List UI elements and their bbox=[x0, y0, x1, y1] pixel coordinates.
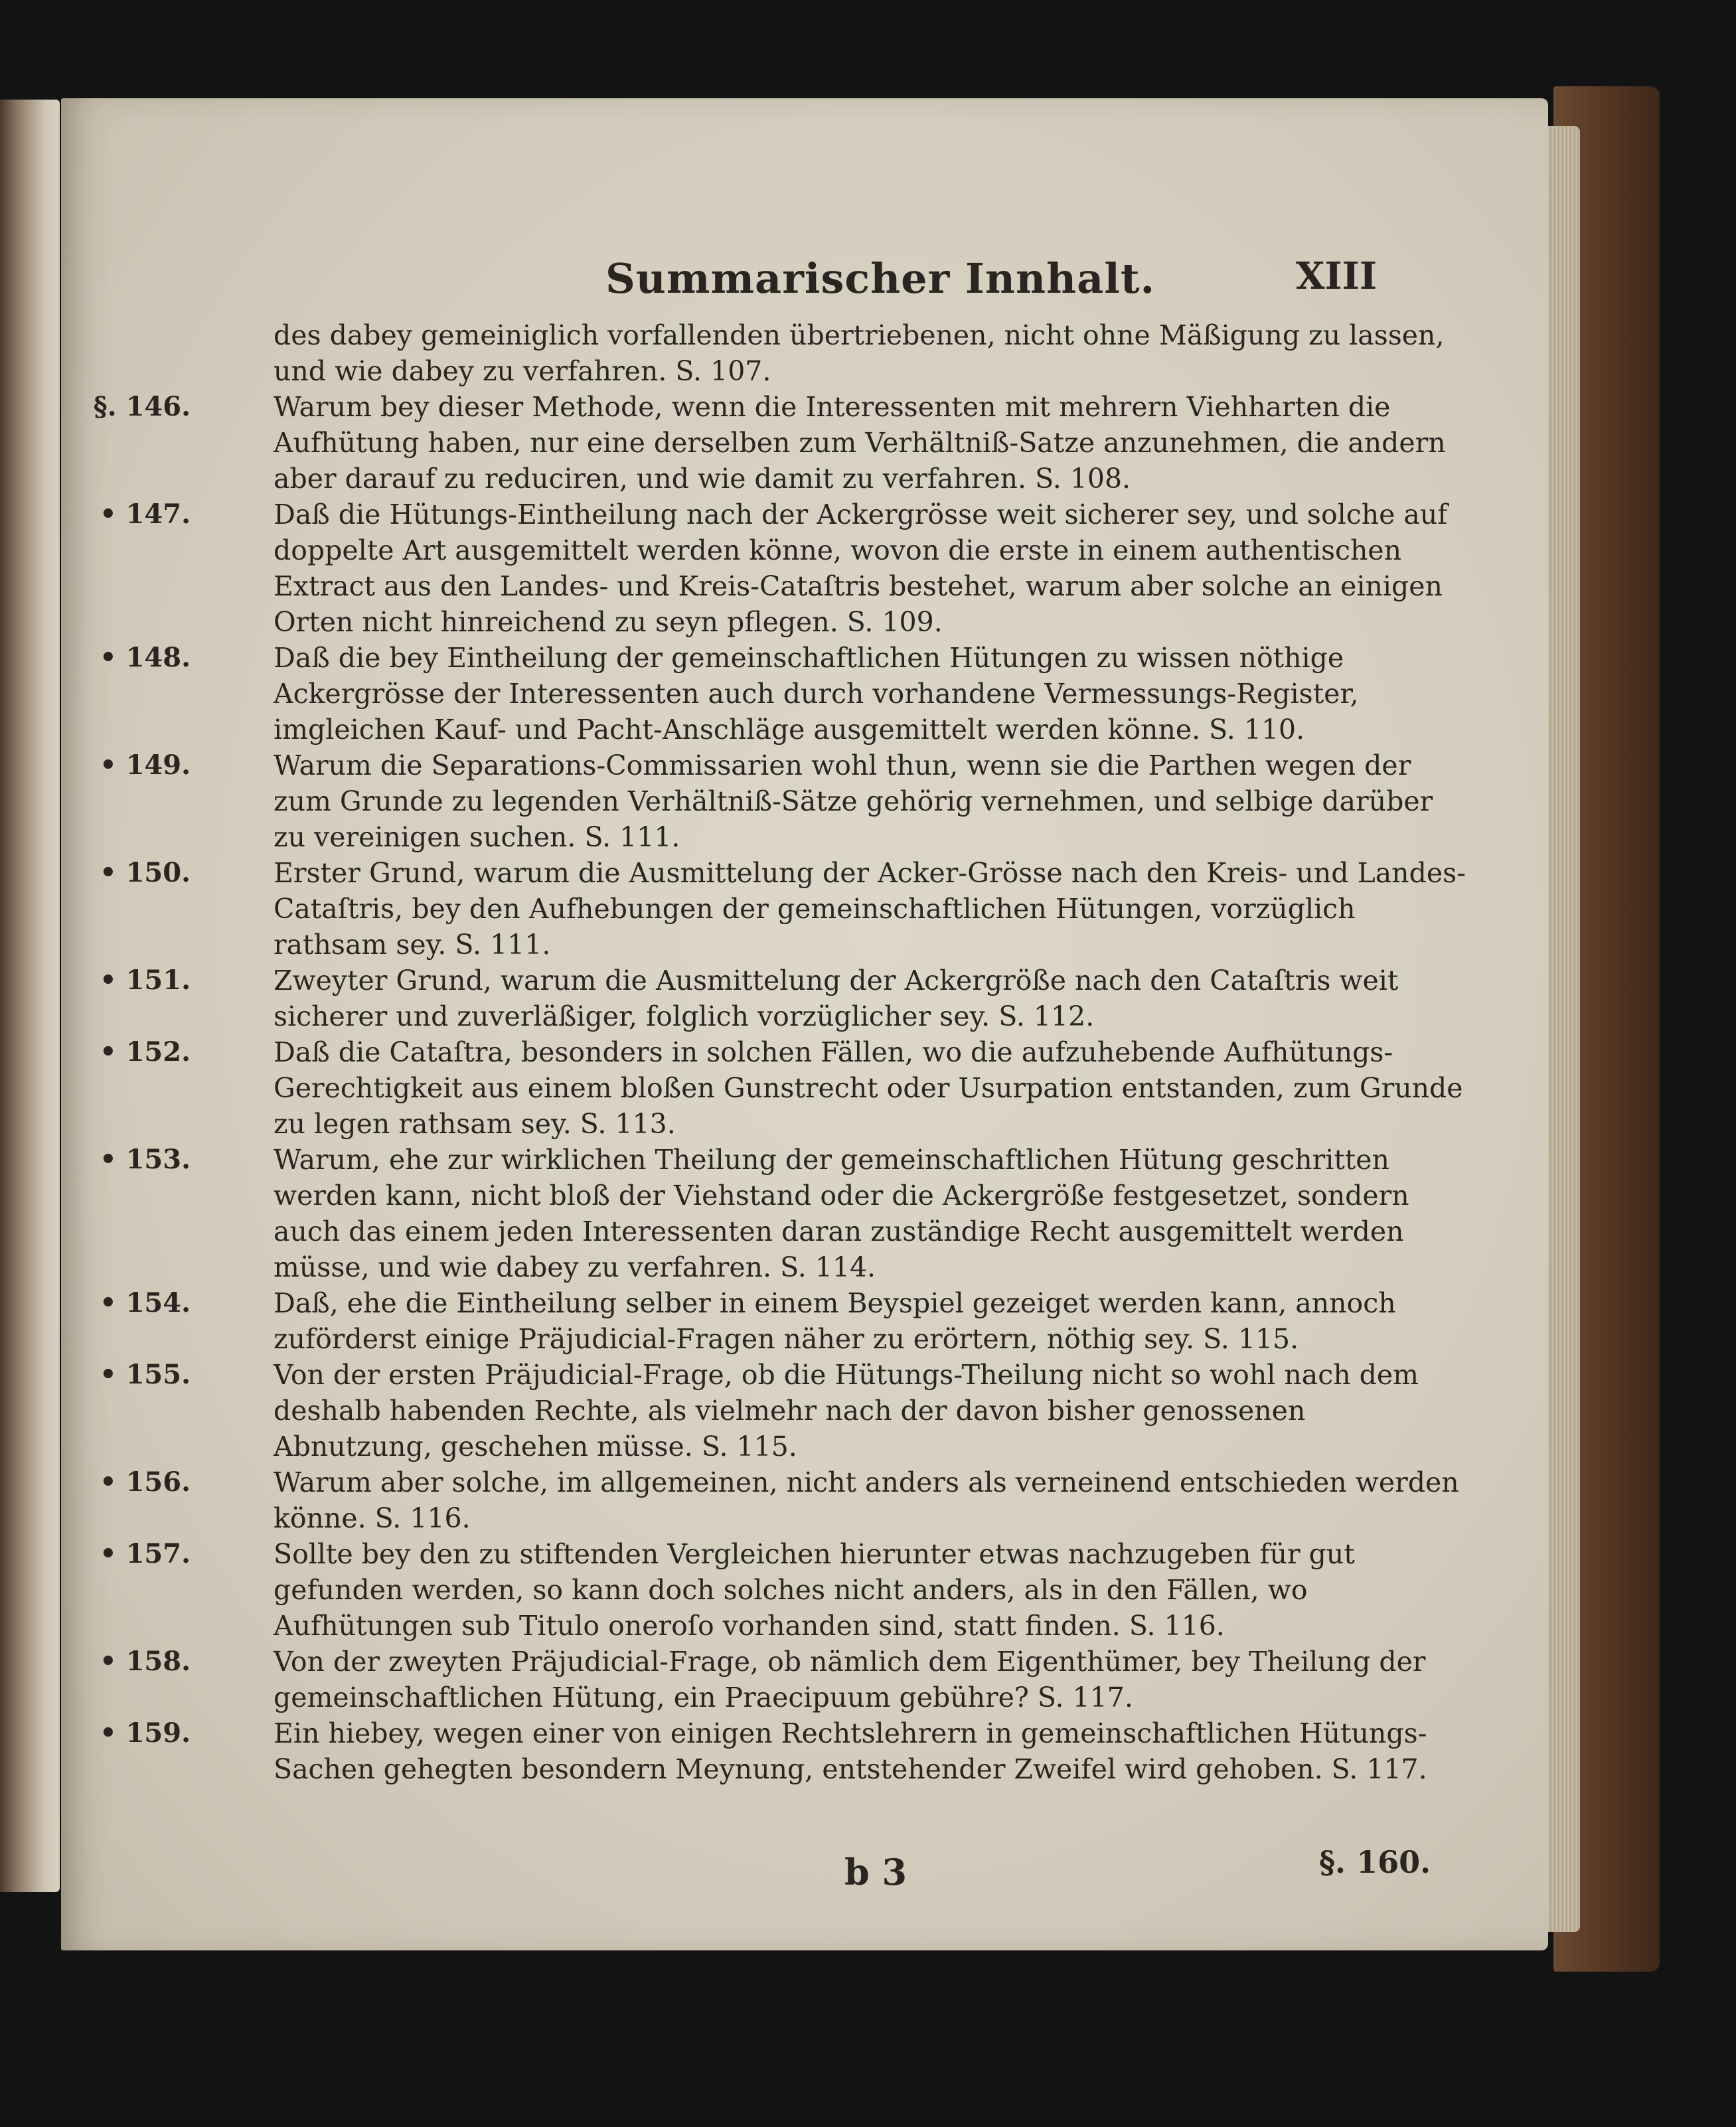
entry-text: Von der ersten Präjudicial-Frage, ob die Hütungs-Theilung nicht so wohl nach dem deshalb habenden Rechte, als vielmehr nach der davon bisher genossenen Abnutzung, geschehen müsse. S. 115. bbox=[274, 1359, 1419, 1462]
entry-text: Warum bey dieser Methode, wenn die Interessenten mit mehrern Viehharten die Aufhütung haben, nur eine derselben zum Verhältniß-Satze anzunehmen, die andern aber darauf zu reduciren, und wie damit zu verfahren. S. 108. bbox=[274, 391, 1446, 495]
contents-entry bbox=[100, 1034, 1468, 1142]
previous-page-edge bbox=[0, 100, 60, 1892]
contents-entry bbox=[100, 963, 1468, 1034]
book-page bbox=[61, 98, 1548, 1950]
paragraph-number: • 150. bbox=[100, 857, 191, 888]
page-folio: XIII bbox=[1296, 254, 1378, 298]
paragraph-number: • 157. bbox=[100, 1538, 191, 1569]
contents-entry bbox=[100, 1644, 1468, 1715]
paragraph-number: • 154. bbox=[100, 1287, 191, 1318]
paragraph-number: • 151. bbox=[100, 965, 191, 996]
paragraph-number: • 153. bbox=[100, 1144, 191, 1175]
entry-text: Daß die Cataſtra, besonders in solchen Fällen, wo die aufzuhebende Aufhütungs-Gerechtigkeit aus einem bloßen Gunstrecht oder Usurpation entstanden, zum Grunde zu legen rathsam sey. S. 113. bbox=[274, 1036, 1463, 1140]
contents-entry bbox=[100, 855, 1468, 963]
contents-entry bbox=[93, 389, 1468, 497]
contents-entry bbox=[274, 317, 1468, 389]
contents-list bbox=[93, 317, 1468, 1787]
entry-text: Ein hiebey, wegen einer von einigen Rechtslehrern in gemeinschaftlichen Hütungs-Sachen gehegten besondern Meynung, entstehender Zweifel wird gehoben. S. 117. bbox=[274, 1717, 1427, 1785]
entry-text: des dabey gemeiniglich vorfallenden übertriebenen, nicht ohne Mäßigung zu lassen, und wie dabey zu verfahren. S. 107. bbox=[274, 319, 1445, 387]
contents-entry bbox=[100, 1715, 1468, 1787]
paragraph-number: • 148. bbox=[100, 642, 191, 673]
paragraph-number: • 159. bbox=[100, 1717, 191, 1749]
paragraph-number: • 156. bbox=[100, 1466, 191, 1498]
entry-text: Warum, ehe zur wirklichen Theilung der gemeinschaftlichen Hütung geschritten werden kann, nicht bloß der Viehstand oder die Ackergröße festgesetzet, sondern auch das einem jeden Interessenten daran zuständige Recht ausgemittelt werden müsse, und wie dabey zu verfahren. S. 114. bbox=[274, 1144, 1409, 1283]
contents-entry bbox=[100, 1357, 1468, 1464]
contents-entry bbox=[100, 1285, 1468, 1357]
paragraph-number: §. 146. bbox=[93, 391, 191, 422]
paragraph-number: • 152. bbox=[100, 1036, 191, 1067]
paragraph-number: • 149. bbox=[100, 749, 191, 781]
entry-text: Von der zweyten Präjudicial-Frage, ob nämlich dem Eigenthümer, bey Theilung der gemeinschaftlichen Hütung, ein Praecipuum gebühre? S. 117. bbox=[274, 1646, 1426, 1713]
entry-text: Sollte bey den zu stiftenden Vergleichen hierunter etwas nachzugeben für gut gefunden werden, so kann doch solches nicht anders, als in den Fällen, wo Aufhütungen sub Titulo oneroſo vorhanden sind, statt finden. S. 116. bbox=[274, 1538, 1355, 1642]
entry-text: Zweyter Grund, warum die Ausmittelung der Ackergröße nach den Cataſtris weit sicherer und zuverläßiger, folglich vorzüglicher sey. S. 112. bbox=[274, 965, 1399, 1032]
paragraph-number: • 155. bbox=[100, 1359, 191, 1390]
running-head: Summarischer Innhalt. bbox=[605, 254, 1156, 303]
entry-text: Erster Grund, warum die Ausmittelung der Acker-Grösse nach den Kreis- und Landes-Cataſtris, bey den Aufhebungen der gemeinschaftlichen Hütungen, vorzüglich rathsam sey. S. 111. bbox=[274, 857, 1466, 961]
paragraph-number: • 158. bbox=[100, 1646, 191, 1677]
page-content bbox=[61, 98, 1548, 1950]
contents-entry bbox=[100, 1142, 1468, 1285]
contents-entry bbox=[100, 640, 1468, 748]
contents-entry bbox=[100, 497, 1468, 640]
entry-text: Daß die Hütungs-Eintheilung nach der Ackergrösse weit sicherer sey, und solche auf doppelte Art ausgemittelt werden könne, wovon die erste in einem authentischen Extract aus den Landes- und Kreis-Cataſtris bestehet, warum aber solche an einigen Orten nicht hinreichend zu seyn pflegen. S. 109. bbox=[274, 499, 1448, 638]
entry-text: Daß, ehe die Eintheilung selber in einem Beyspiel gezeiget werden kann, annoch zuförderst einige Präjudicial-Fragen näher zu erörtern, nöthig sey. S. 115. bbox=[274, 1287, 1396, 1355]
entry-text: Warum aber solche, im allgemeinen, nicht anders als verneinend entschieden werden könne. S. 116. bbox=[274, 1466, 1459, 1534]
entry-text: Daß die bey Eintheilung der gemeinschaftlichen Hütungen zu wissen nöthige Ackergrösse der Interessenten auch durch vorhandene Vermessungs-Register, imgleichen Kauf- und Pacht-Anschläge ausgemittelt werden könne. S. 110. bbox=[274, 642, 1359, 746]
contents-entry bbox=[100, 1536, 1468, 1644]
contents-entry bbox=[100, 1464, 1468, 1536]
entry-text: Warum die Separations-Commissarien wohl thun, wenn sie die Parthen wegen der zum Grunde zu legenden Verhältniß-Sätze gehörig vernehmen, und selbige darüber zu vereinigen suchen. S. 111. bbox=[274, 749, 1433, 853]
signature-mark: b 3 bbox=[844, 1851, 907, 1893]
catchword: §. 160. bbox=[1319, 1844, 1431, 1880]
paragraph-number: • 147. bbox=[100, 499, 191, 530]
contents-entry bbox=[100, 748, 1468, 855]
